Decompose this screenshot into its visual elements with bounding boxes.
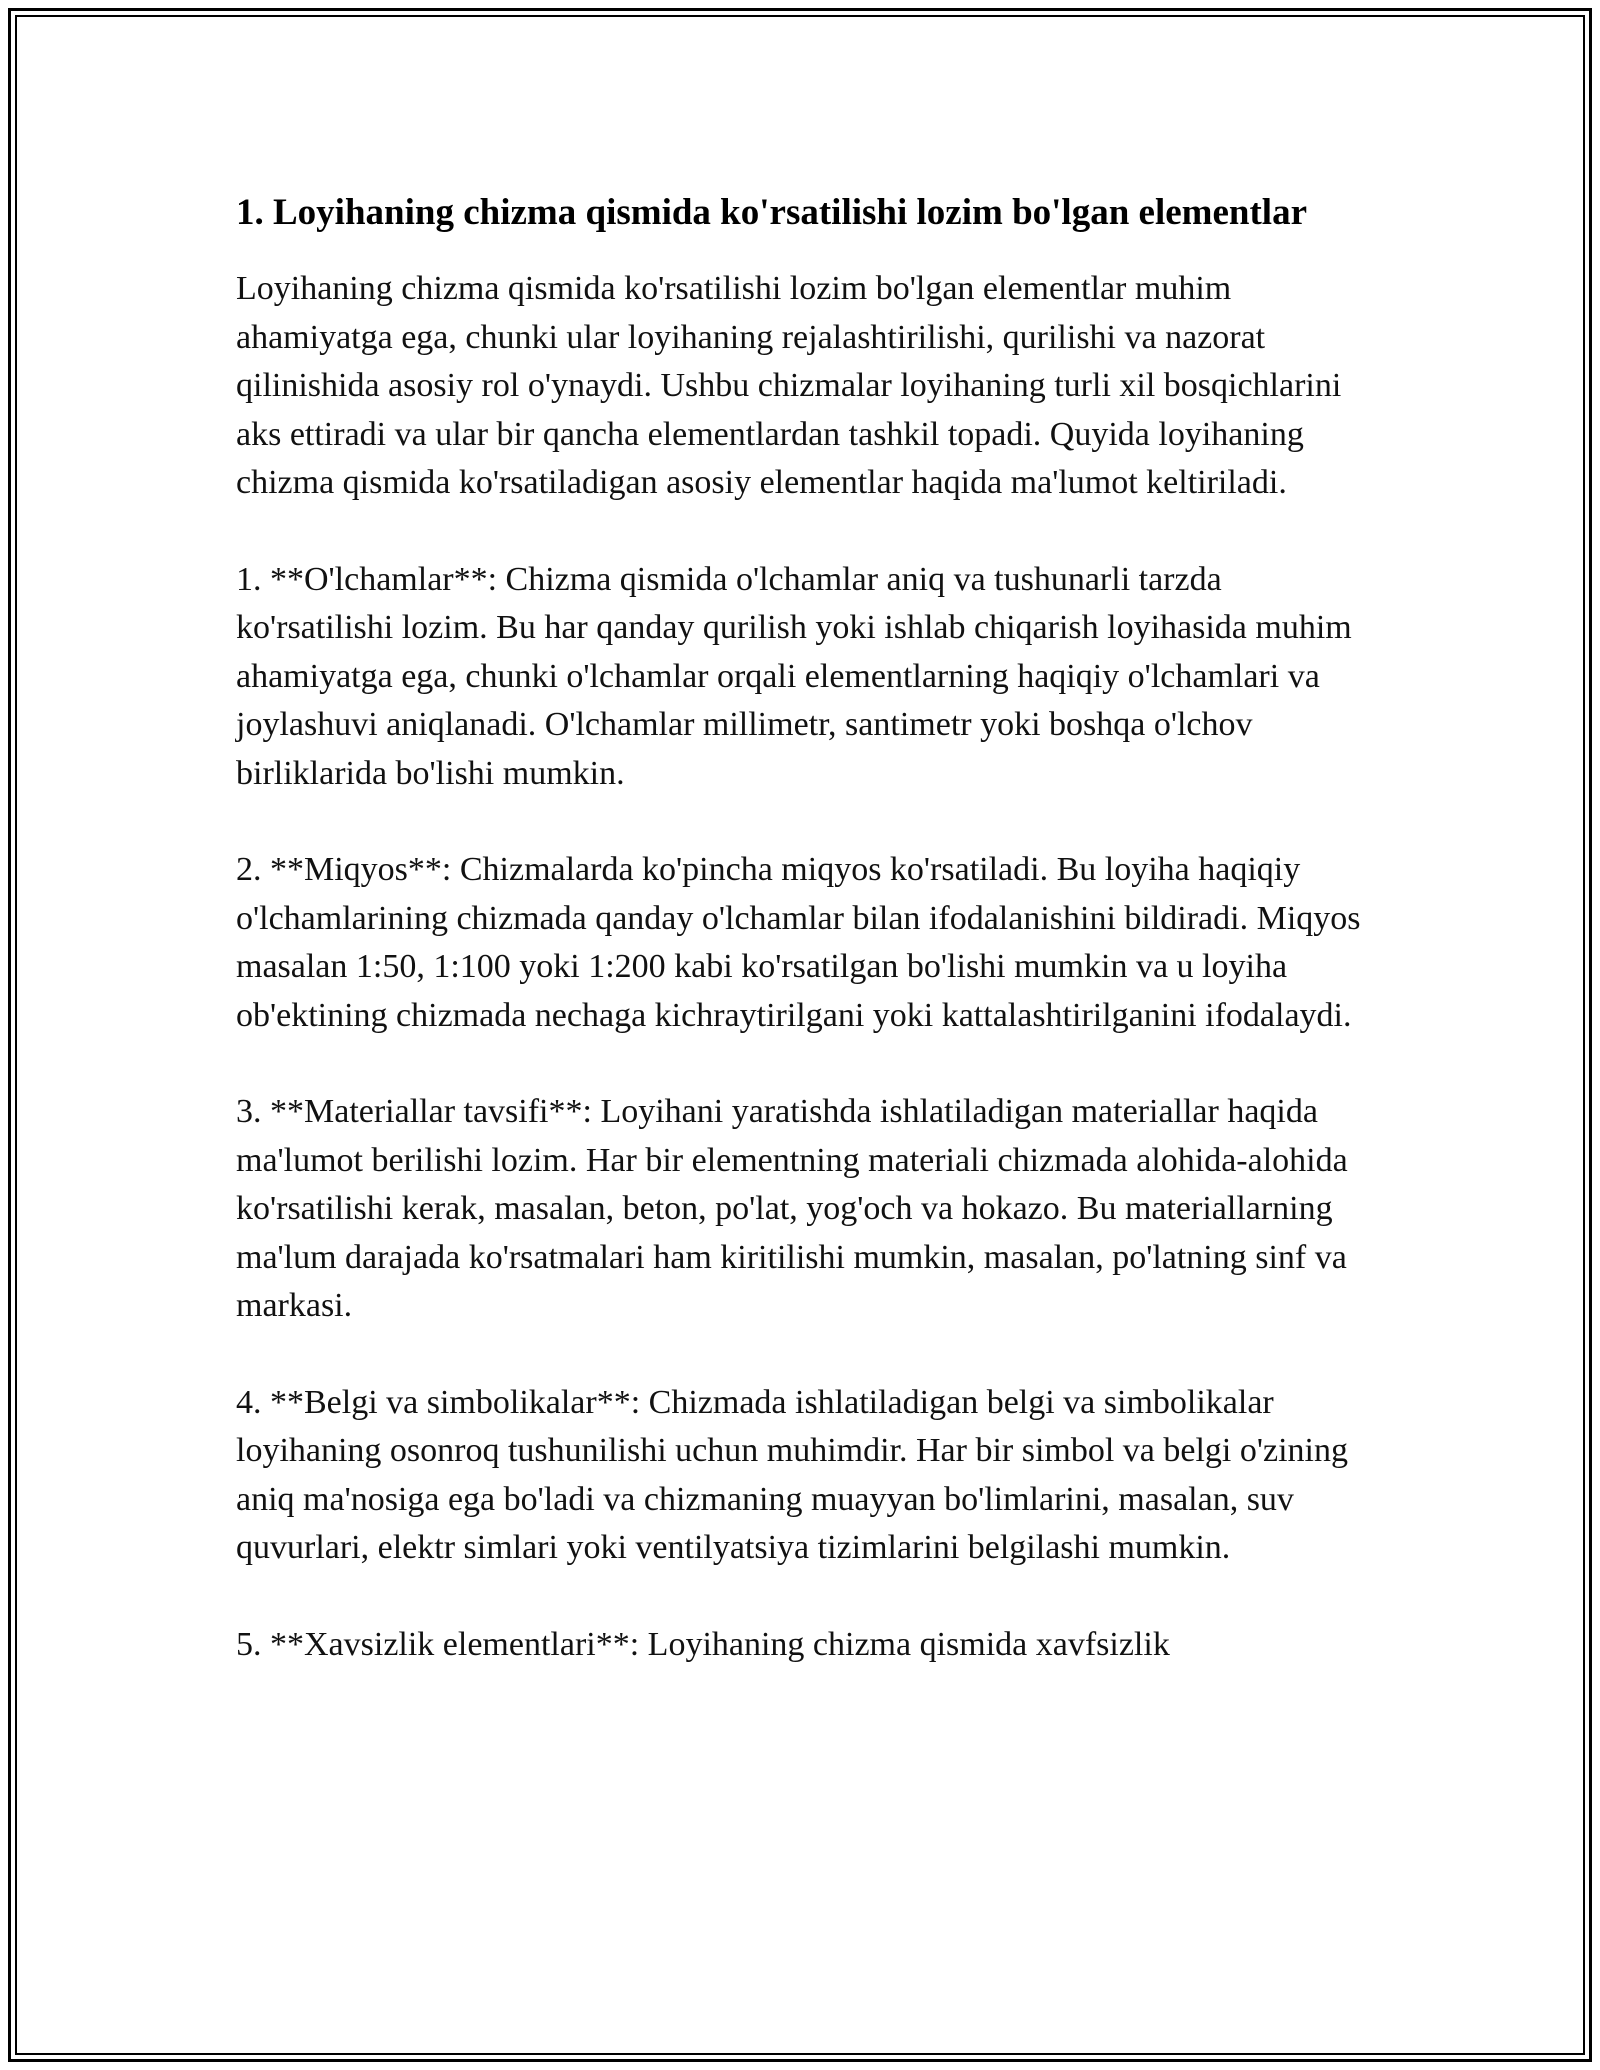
list-item-dimensions: 1. **O'lchamlar**: Chizma qismida o'lchamlar aniq va tushunarli tarzda ko'rsatilishi lozim. Bu har qanday qurilish yoki ishlab chiqarish loyihasida muhim ahamiyatga ega, chunki o'lchamlar orqali elementlarning haqiqiy o'lchamlari va joylashuvi aniqlanadi. O'lchamlar millimetr, santimetr yoki boshqa o'lchov birliklarida bo'lishi mumkin. xyxy=(236,560,1352,792)
list-item-materials: 3. **Materiallar tavsifi**: Loyihani yaratishda ishlatiladigan materiallar haqida ma'lumot berilishi lozim. Har bir elementning materiali chizmada alohida-alohida ko'rsatilishi kerak, masalan, beton, po'lat, yog'och va hokazo. Bu materiallarning ma'lum darajada ko'rsatmalari ham kiritilishi mumkin, masalan, po'latning sinf va markasi. xyxy=(236,1093,1348,1324)
intro-paragraph: Loyihaning chizma qismida ko'rsatilishi lozim bo'lgan elementlar muhim ahamiyatga ega, chunki ular loyihaning rejalashtirilishi, qurilishi va nazorat qilinishida asosiy rol o'ynaydi. Ushbu chizmalar loyihaning turli xil bosqichlarini aks ettiradi va ular bir qancha elementlardan tashkil topadi. Quyida loyihaning chizma qismida ko'rsatiladigan asosiy elementlar haqida ma'lumot keltiriladi. xyxy=(236,270,1342,501)
document-title: 1. Loyihaning chizma qismida ko'rsatilishi lozim bo'lgan elementlar xyxy=(236,192,1308,233)
list-item-symbols: 4. **Belgi va simbolikalar**: Chizmada ishlatiladigan belgi va simbolikalar loyihaning osonroq tushunilishi uchun muhimdir. Har bir simbol va belgi o'zining aniq ma'nosiga ega bo'ladi va chizmaning muayyan bo'limlarini, masalan, suv quvurlari, elektr simlari yoki ventilyatsiya tizimlarini belgilashi mumkin. xyxy=(236,1383,1348,1566)
list-item-scale: 2. **Miqyos**: Chizmalarda ko'pincha miqyos ko'rsatiladi. Bu loyiha haqiqiy o'lchamlarining chizmada qanday o'lchamlar bilan ifodalanishini bildiradi. Miqyos masalan 1:50, 1:100 yoki 1:200 kabi ko'rsatilgan bo'lishi mumkin va u loyiha ob'ektining chizmada nechaga kichraytirilgani yoki kattalashtirilganini ifodalaydi. xyxy=(236,851,1361,1034)
document-body xyxy=(236,185,1376,1717)
list-item-safety: 5. **Xavsizlik elementlari**: Loyihaning chizma qismida xavfsizlik xyxy=(236,1625,1170,1663)
